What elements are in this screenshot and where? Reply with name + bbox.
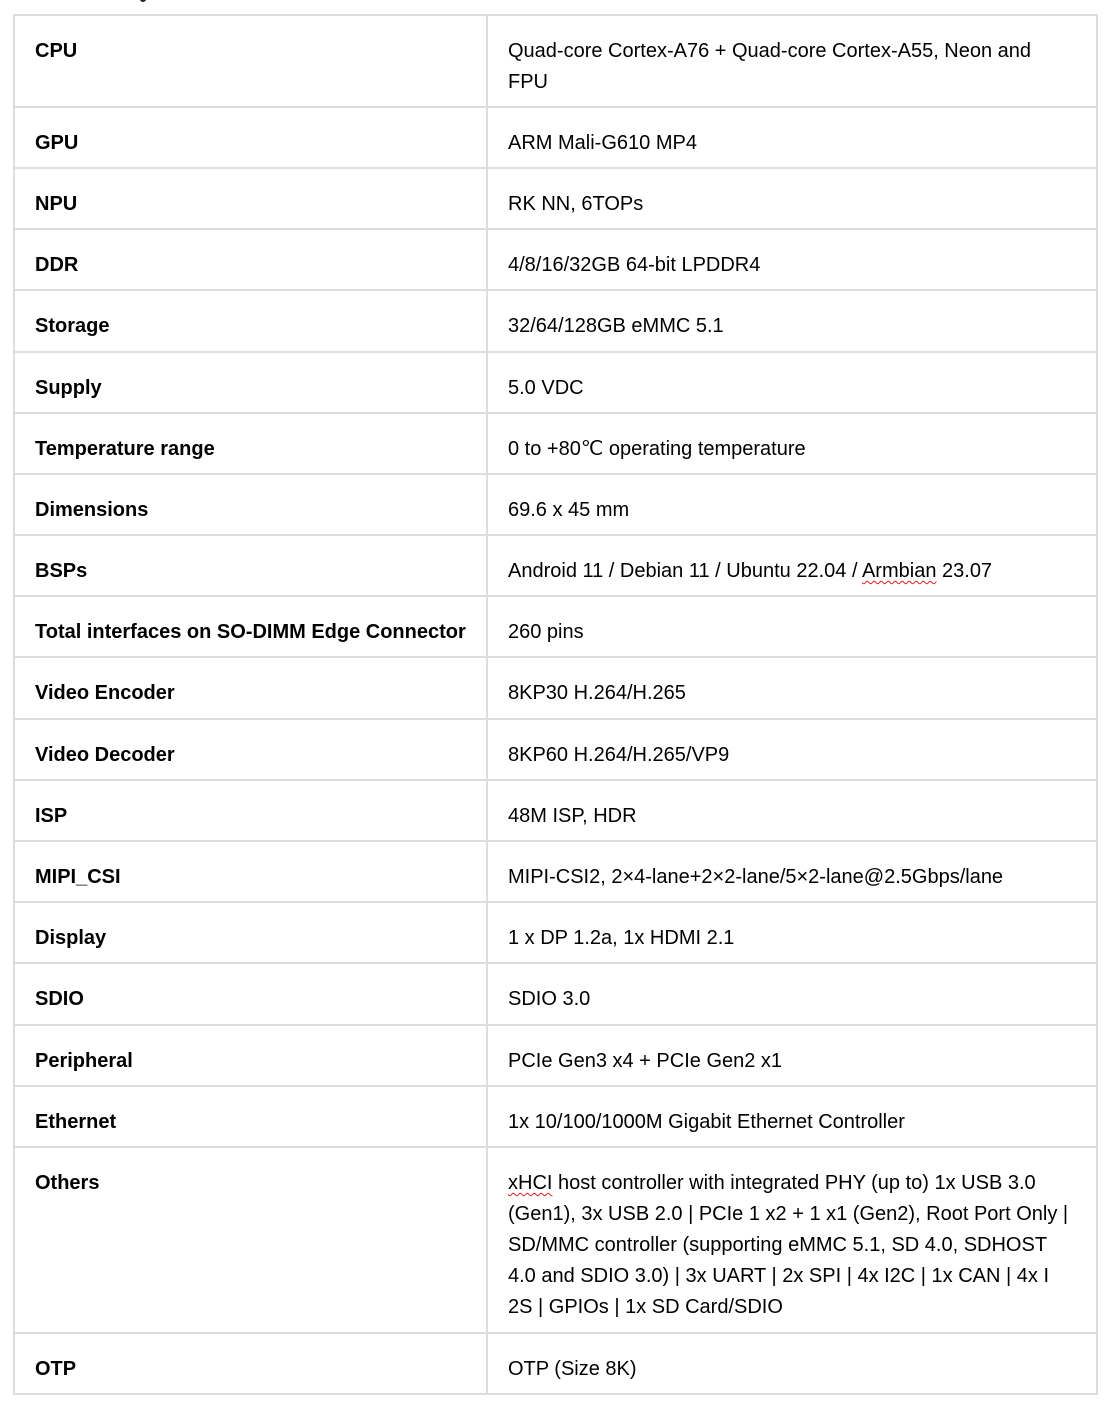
bsps-value-part-1: Android 11 / Debian 11 / Ubuntu 22.04 / — [508, 560, 862, 582]
spec-value-isp: 48M ISP, HDR — [487, 780, 1097, 841]
table-row — [14, 107, 1097, 168]
table-row — [14, 963, 1097, 1025]
table-row — [14, 535, 1097, 596]
bsps-value-misspelled-word[interactable]: Armbian — [861, 560, 937, 582]
spec-value-temperature-range: 0 to +80℃ operating temperature — [487, 413, 1097, 474]
others-value-rest: host controller with integrated PHY (up to) 1x USB 3.0 (Gen1), 3x USB 2.0 | PCIe 1 x2 + 1 x1 (Gen2), Root Port Only | SD/MMC controller (supporting eMMC 5.1, SD 4.0, SDHOST 4.0 and SDIO 3.0) | 3x UART | 2x SPI | 4x I2C | 1x CAN | 4x I 2S | GPIOs | 1x SD Card/SDIO — [508, 1172, 1069, 1318]
spec-key-temperature-range: Temperature range — [14, 413, 487, 474]
table-row — [14, 780, 1097, 841]
spec-key-npu: NPU — [14, 168, 487, 229]
table-row — [14, 168, 1097, 229]
table-row — [14, 229, 1097, 290]
spec-key-video-decoder: Video Decoder — [14, 719, 487, 780]
spec-key-bsps: BSPs — [14, 535, 487, 596]
table-row — [14, 352, 1097, 413]
spec-key-display: Display — [14, 902, 487, 963]
spec-value-peripheral: PCIe Gen3 x4 + PCIe Gen2 x1 — [487, 1025, 1097, 1086]
table-row — [14, 1086, 1097, 1147]
spec-key-total-interfaces: Total interfaces on SO-DIMM Edge Connector — [14, 596, 487, 657]
table-row — [14, 413, 1097, 474]
spec-value-otp: OTP (Size 8K) — [487, 1333, 1097, 1394]
spec-key-isp: ISP — [14, 780, 487, 841]
spec-value-storage: 32/64/128GB eMMC 5.1 — [487, 290, 1097, 352]
spec-key-peripheral: Peripheral — [14, 1025, 487, 1086]
table-row — [14, 596, 1097, 657]
spec-key-dimensions: Dimensions — [14, 474, 487, 535]
table-row — [14, 719, 1097, 780]
spec-value-ethernet: 1x 10/100/1000M Gigabit Ethernet Controller — [487, 1086, 1097, 1147]
spec-value-ddr: 4/8/16/32GB 64-bit LPDDR4 — [487, 229, 1097, 290]
bsps-value-part-3: 23.07 — [936, 560, 993, 582]
spec-value-dimensions: 69.6 x 45 mm — [487, 474, 1097, 535]
table-row — [14, 474, 1097, 535]
spec-value-display: 1 x DP 1.2a, 1x HDMI 2.1 — [487, 902, 1097, 963]
others-value-misspelled-word[interactable]: xHCI — [508, 1172, 553, 1194]
spec-key-others: Others — [14, 1147, 487, 1333]
spec-value-total-interfaces: 260 pins — [487, 596, 1097, 657]
table-row — [14, 290, 1097, 352]
table-row — [14, 1147, 1097, 1333]
spec-value-video-decoder: 8KP60 H.264/H.265/VP9 — [487, 719, 1097, 780]
spec-value-cpu: Quad-core Cortex-A76 + Quad-core Cortex-A55, Neon and FPU — [487, 15, 1097, 107]
spec-key-cpu: CPU — [14, 15, 487, 107]
spec-key-sdio: SDIO — [14, 963, 487, 1025]
spec-value-bsps — [487, 535, 1097, 596]
spec-key-ethernet: Ethernet — [14, 1086, 487, 1147]
spec-table — [13, 14, 1098, 1395]
spec-key-video-encoder: Video Encoder — [14, 657, 487, 719]
spec-key-otp: OTP — [14, 1333, 487, 1394]
cropped-glyph — [140, 0, 146, 2]
table-row — [14, 1333, 1097, 1394]
spec-value-others — [487, 1147, 1097, 1333]
spec-value-supply: 5.0 VDC — [487, 352, 1097, 413]
spec-key-gpu: GPU — [14, 107, 487, 168]
spec-value-video-encoder: 8KP30 H.264/H.265 — [487, 657, 1097, 719]
spec-key-storage: Storage — [14, 290, 487, 352]
table-row — [14, 15, 1097, 107]
table-row — [14, 657, 1097, 719]
spec-value-sdio: SDIO 3.0 — [487, 963, 1097, 1025]
table-row — [14, 1025, 1097, 1086]
spec-key-mipi-csi: MIPI_CSI — [14, 841, 487, 902]
table-row — [14, 841, 1097, 902]
spec-key-ddr: DDR — [14, 229, 487, 290]
spec-value-mipi-csi: MIPI-CSI2, 2×4-lane+2×2-lane/5×2-lane@2.5Gbps/lane — [487, 841, 1097, 902]
spec-value-gpu: ARM Mali-G610 MP4 — [487, 107, 1097, 168]
spec-key-supply: Supply — [14, 352, 487, 413]
table-row — [14, 902, 1097, 963]
spec-value-npu: RK NN, 6TOPs — [487, 168, 1097, 229]
cropped-heading-remnant — [0, 0, 1111, 14]
